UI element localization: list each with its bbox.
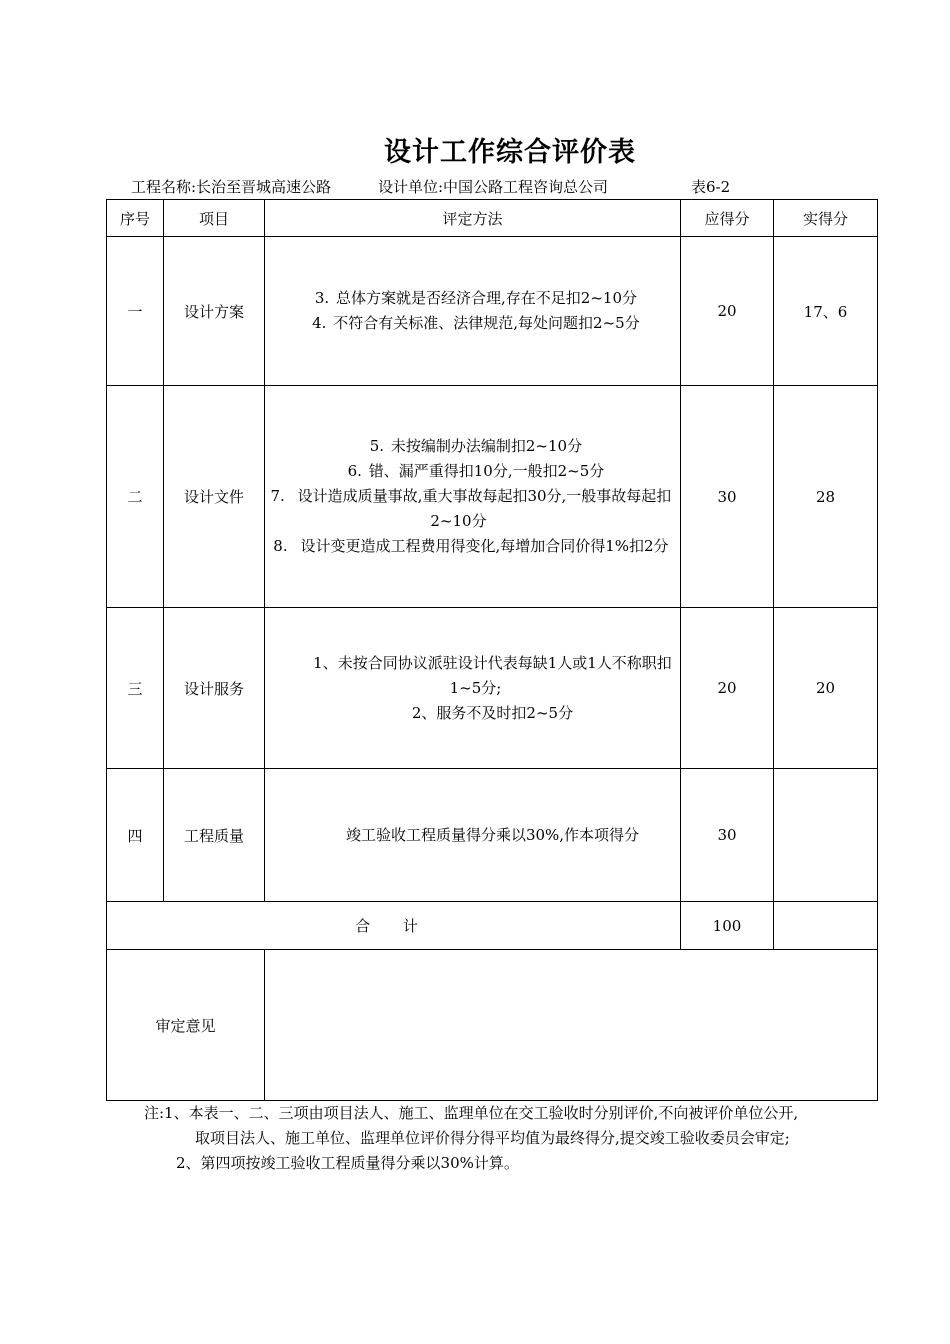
method-line: 7. 设计造成质量事故,重大事故每起扣30分,一般事故每起扣2~10分 bbox=[270, 487, 672, 530]
evaluation-table bbox=[106, 199, 878, 1101]
row-max-score: 30 bbox=[681, 769, 774, 902]
col-header-max-score: 应得分 bbox=[681, 200, 774, 237]
row-seq: 一 bbox=[107, 237, 164, 386]
row-item: 设计服务 bbox=[164, 608, 265, 769]
method-line: 6. 错、漏严重得扣10分,一般扣2~5分 bbox=[347, 462, 605, 480]
total-actual-score bbox=[774, 902, 878, 950]
row-actual-score: 20 bbox=[774, 608, 878, 769]
col-header-item: 项目 bbox=[164, 200, 265, 237]
review-label: 审定意见 bbox=[107, 950, 265, 1101]
method-line: 竣工验收工程质量得分乘以30%,作本项得分 bbox=[345, 825, 640, 844]
row-method bbox=[265, 237, 681, 386]
table-header-row bbox=[107, 200, 878, 237]
row-actual-score bbox=[774, 769, 878, 902]
total-label: 合 计 bbox=[107, 902, 681, 950]
method-line: 2、服务不及时扣2~5分 bbox=[411, 703, 574, 722]
review-row bbox=[107, 950, 878, 1101]
col-header-method: 评定方法 bbox=[265, 200, 681, 237]
row-method bbox=[265, 386, 681, 608]
method-line: 3. 总体方案就是否经济合理,存在不足扣2~10分 bbox=[314, 289, 637, 307]
table-number: 表6-2 bbox=[691, 178, 731, 196]
method-line: 8. 设计变更造成工程费用得变化,每增加合同价得1%扣2分 bbox=[273, 537, 669, 555]
row-item: 工程质量 bbox=[164, 769, 265, 902]
row-item: 设计方案 bbox=[164, 237, 265, 386]
col-header-actual-score: 实得分 bbox=[774, 200, 878, 237]
footnotes bbox=[144, 1101, 798, 1176]
row-method bbox=[265, 769, 681, 902]
table-row bbox=[107, 769, 878, 902]
row-max-score: 20 bbox=[681, 237, 774, 386]
total-max-score: 100 bbox=[681, 902, 774, 950]
footnote-line: 注:1、本表一、二、三项由项目法人、施工、监理单位在交工验收时分别评价,不向被评价单位公开, bbox=[144, 1104, 799, 1122]
table-row bbox=[107, 386, 878, 608]
col-header-seq: 序号 bbox=[107, 200, 164, 237]
table-row bbox=[107, 608, 878, 769]
row-seq: 二 bbox=[107, 386, 164, 608]
review-content bbox=[265, 950, 878, 1101]
row-actual-score: 28 bbox=[774, 386, 878, 608]
design-unit: 设计单位:中国公路工程咨询总公司 bbox=[378, 178, 609, 196]
row-seq: 三 bbox=[107, 608, 164, 769]
method-line: 1、未按合同协议派驻设计代表每缺1人或1人不称职扣1~5分; bbox=[313, 653, 672, 697]
table-row bbox=[107, 237, 878, 386]
row-method bbox=[265, 608, 681, 769]
footnote-line: 2、第四项按竣工验收工程质量得分乘以30%计算。 bbox=[176, 1154, 519, 1172]
project-name: 工程名称:长治至晋城高速公路 bbox=[131, 178, 332, 196]
row-actual-score: 17、6 bbox=[774, 237, 878, 386]
row-seq: 四 bbox=[107, 769, 164, 902]
row-item: 设计文件 bbox=[164, 386, 265, 608]
footnote-line: 取项目法人、施工单位、监理单位评价得分得平均值为最终得分,提交竣工验收委员会审定; bbox=[195, 1129, 790, 1147]
row-max-score: 20 bbox=[681, 608, 774, 769]
total-row bbox=[107, 902, 878, 950]
row-max-score: 30 bbox=[681, 386, 774, 608]
method-line: 4. 不符合有关标准、法律规范,每处问题扣2~5分 bbox=[312, 314, 640, 332]
page-title: 设计工作综合评价表 bbox=[384, 137, 636, 168]
method-line: 5. 未按编制办法编制扣2~10分 bbox=[369, 437, 583, 455]
